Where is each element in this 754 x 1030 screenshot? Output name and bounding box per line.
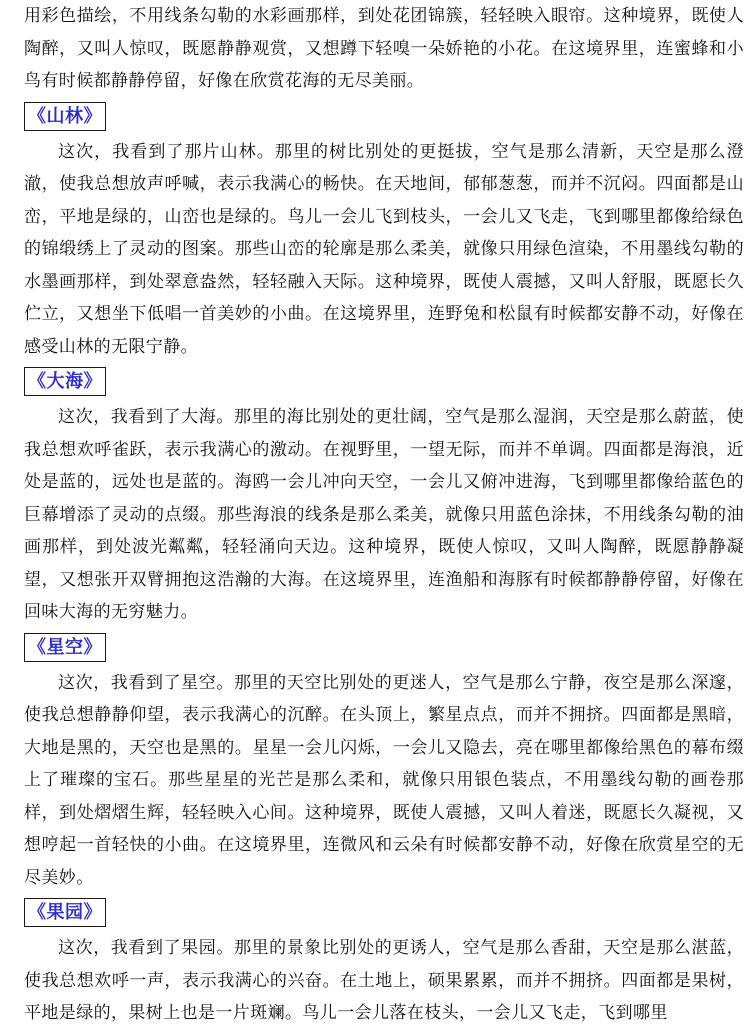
section-heading-wrapper [24,367,744,397]
section-heading-wrapper [24,102,744,132]
section-heading-starry-sky: 《星空》 [24,633,106,662]
section-heading-wrapper [24,898,744,928]
section-heading-wrapper [24,633,744,663]
section-heading-sea: 《大海》 [24,367,106,396]
paragraph-orchard: 这次，我看到了果园。那里的景象比别处的更诱人，空气是那么香甜，天空是那么湛蓝，使我总想欢呼一声，表示我满心的兴奋。在土地上，硕果累累，而并不拥挤。四面都是果树，平地是绿的，果树上也是一片斑斓。鸟儿一会儿落在枝头，一会儿又飞走，飞到哪里 [24,938,744,1023]
section-heading-orchard: 《果园》 [24,898,106,927]
paragraph-sea: 这次，我看到了大海。那里的海比别处的更壮阔，空气是那么湿润，天空是那么蔚蓝，使我总想欢呼雀跃，表示我满心的激动。在视野里，一望无际，而并不单调。四面都是海浪，近处是蓝的，远处也是蓝的。海鸥一会儿冲向天空，一会儿又俯冲进海，飞到哪里都像给蓝色的巨幕增添了灵动的点缀。那些海浪的线条是那么柔美，就像只用蓝色涂抹，不用线条勾勒的油画那样，到处波光粼粼，轻轻涌向天边。这种境界，既使人惊叹，又叫人陶醉，既愿静静凝望，又想张开双臂拥抱这浩瀚的大海。在这境界里，连渔船和海豚有时候都静静停留，好像在回味大海的无穷魅力。 [24,407,744,622]
paragraph-flower-sea-continued: 用彩色描绘，不用线条勾勒的水彩画那样，到处花团锦簇，轻轻映入眼帘。这种境界，既使人陶醉，又叫人惊叹，既愿静静观赏，又想蹲下轻嗅一朵娇艳的小花。在这境界里，连蜜蜂和小鸟有时候都静静停留，好像在欣赏花海的无尽美丽。 [24,6,744,91]
paragraph-mountain-forest: 这次，我看到了那片山林。那里的树比别处的更挺拔，空气是那么清新，天空是那么澄澈，使我总想放声呼喊，表示我满心的畅快。在天地间，郁郁葱葱，而并不沉闷。四面都是山峦，平地是绿的，山峦也是绿的。鸟儿一会儿飞到枝头，一会儿又飞走，飞到哪里都像给绿色的锦缎绣上了灵动的图案。那些山峦的轮廓是那么柔美，就像只用绿色渲染，不用墨线勾勒的水墨画那样，到处翠意盎然，轻轻融入天际。这种境界，既使人震撼，又叫人舒服，既愿长久伫立，又想坐下低唱一首美妙的小曲。在这境界里，连野兔和松鼠有时候都安静不动，好像在感受山林的无限宁静。 [24,141,744,357]
section-heading-mountain-forest: 《山林》 [24,102,106,131]
paragraph-starry-sky: 这次，我看到了星空。那里的天空比别处的更迷人，空气是那么宁静，夜空是那么深邃，使我总想静静仰望，表示我满心的沉醉。在头顶上，繁星点点，而并不拥挤。四面都是黑暗，大地是黑的，天空也是黑的。星星一会儿闪烁，一会儿又隐去，亮在哪里都像给黑色的幕布缀上了璀璨的宝石。那些星星的光芒是那么柔和，就像只用银色装点，不用墨线勾勒的画卷那样，到处熠熠生辉，轻轻映入心间。这种境界，既使人震撼，又叫人着迷，既愿长久凝视，又想哼起一首轻快的小曲。在这境界里，连微风和云朵有时候都安静不动，好像在欣赏星空的无尽美妙。 [24,672,744,888]
